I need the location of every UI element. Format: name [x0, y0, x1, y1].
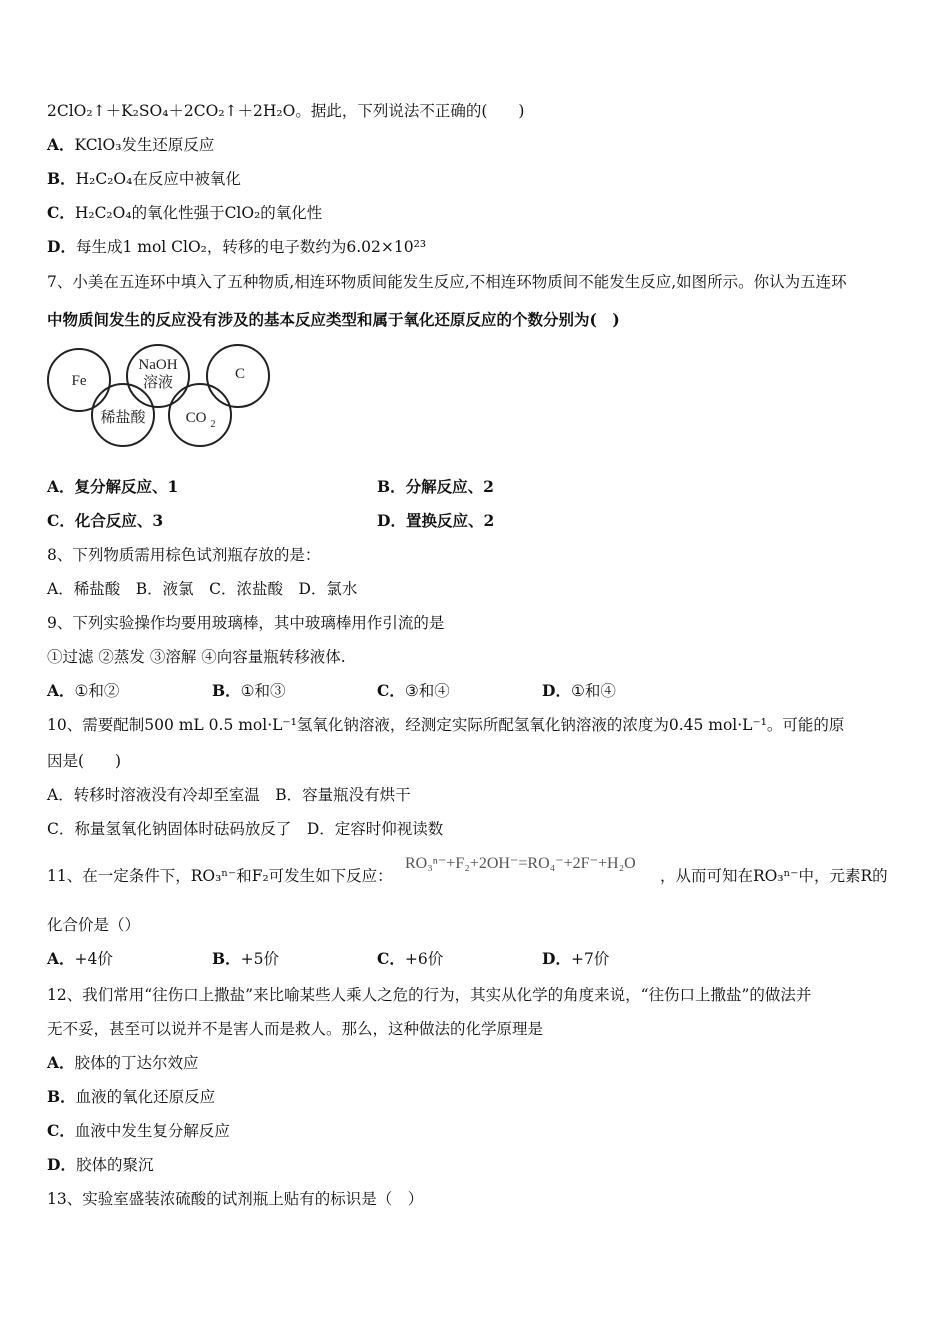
- q13-stem: 13、实验室盛装浓硫酸的试剂瓶上贴有的标识是（ ）: [47, 1190, 424, 1208]
- q7-option-b: B．分解反应、2: [377, 477, 494, 496]
- ring-fe-label: Fe: [71, 373, 87, 389]
- ring-co2-subscript: 2: [210, 419, 216, 430]
- q6-option-d: D．每生成1 mol ClO₂，转移的电子数约为6.02×10²³: [47, 237, 427, 256]
- q12-option-b: B．血液的氧化还原反应: [47, 1087, 216, 1106]
- q11-stem-start: 11、在一定条件下，RO₃ⁿ⁻和F₂可发生如下反应：: [47, 867, 393, 885]
- q10-stem-line1: 10、需要配制500 mL 0.5 mol·L⁻¹氢氧化钠溶液，经测定实际所配氢氧化钠溶液的浓度为0.45 mol·L⁻¹。可能的原: [47, 716, 845, 734]
- q10-stem-line2: 因是( ): [47, 752, 122, 770]
- q7-option-a: A．复分解反应、1: [47, 477, 179, 496]
- five-rings-diagram: [45, 343, 275, 453]
- q11-reaction-formula: RO₃ⁿ⁻+F₂+2OH⁻=RO₄⁻+2F⁻+H₂O: [405, 855, 636, 872]
- q8-stem: 8、下列物质需用棕色试剂瓶存放的是：: [47, 546, 321, 564]
- q12-option-a: A．胶体的丁达尔效应: [47, 1053, 199, 1072]
- q10-options-line1: A．转移时溶液没有冷却至室温 B．容量瓶没有烘干: [47, 786, 411, 804]
- ring-hcl-label: 稀盐酸: [100, 410, 146, 426]
- q11-stem-end: ，从而可知在RO₃ⁿ⁻中，元素R的: [660, 867, 888, 885]
- q9-stem: 9、下列实验操作均要用玻璃棒，其中玻璃棒用作引流的是: [47, 614, 445, 632]
- q12-option-d: D．胶体的聚沉: [47, 1155, 154, 1174]
- q9-items: ①过滤 ②蒸发 ③溶解 ④向容量瓶转移液体.: [47, 648, 346, 666]
- ring-c-label: C: [234, 366, 246, 382]
- q9-option-c: C．③和④: [377, 681, 450, 700]
- ring-co2-label: CO: [185, 410, 207, 426]
- q10-options-line2: C．称量氢氧化钠固体时砝码放反了 D．定容时仰视读数: [47, 820, 444, 838]
- q9-option-d: D．①和④: [542, 681, 616, 700]
- ring-naoh-label-1: NaOH: [138, 357, 178, 373]
- q9-option-a: A．①和②: [47, 681, 120, 700]
- q7-stem-line2: 中物质间发生的反应没有涉及的基本反应类型和属于氧化还原反应的个数分别为( ): [47, 310, 620, 329]
- q11-stem-line2: 化合价是（）: [47, 916, 141, 934]
- q11-option-d: D．+7价: [542, 949, 610, 968]
- q12-stem-line1: 12、我们常用“往伤口上撒盐”来比喻某些人乘人之危的行为，其实从化学的角度来说，“往伤口上撒盐”的做法并: [47, 986, 812, 1004]
- q7-option-d: D．置换反应、2: [377, 511, 495, 530]
- ring-naoh-label-2: 溶液: [142, 375, 174, 391]
- q7-stem-line1: 7、小美在五连环中填入了五种物质,相连环物质间能发生反应,不相连环物质间不能发生反应,如图所示。你认为五连环: [47, 273, 847, 291]
- q11-option-c: C．+6价: [377, 949, 444, 968]
- q6-option-b: B．H₂C₂O₄在反应中被氧化: [47, 169, 241, 188]
- q11-option-a: A．+4价: [47, 949, 113, 968]
- q6-equation-tail: 2ClO₂↑＋K₂SO₄＋2CO₂↑＋2H₂O。据此，下列说法不正确的( ): [47, 102, 525, 120]
- q12-option-c: C．血液中发生复分解反应: [47, 1121, 230, 1140]
- q11-option-b: B．+5价: [212, 949, 279, 968]
- q7-option-c: C．化合反应、3: [47, 511, 164, 530]
- q9-option-b: B．①和③: [212, 681, 286, 700]
- q6-option-c: C．H₂C₂O₄的氧化性强于ClO₂的氧化性: [47, 203, 323, 222]
- q8-options: A．稀盐酸 B．液氯 C．浓盐酸 D．氯水: [47, 580, 358, 598]
- q12-stem-line2: 无不妥，甚至可以说并不是害人而是救人。那么，这种做法的化学原理是: [47, 1020, 544, 1038]
- q6-option-a: A．KClO₃发生还原反应: [47, 135, 215, 154]
